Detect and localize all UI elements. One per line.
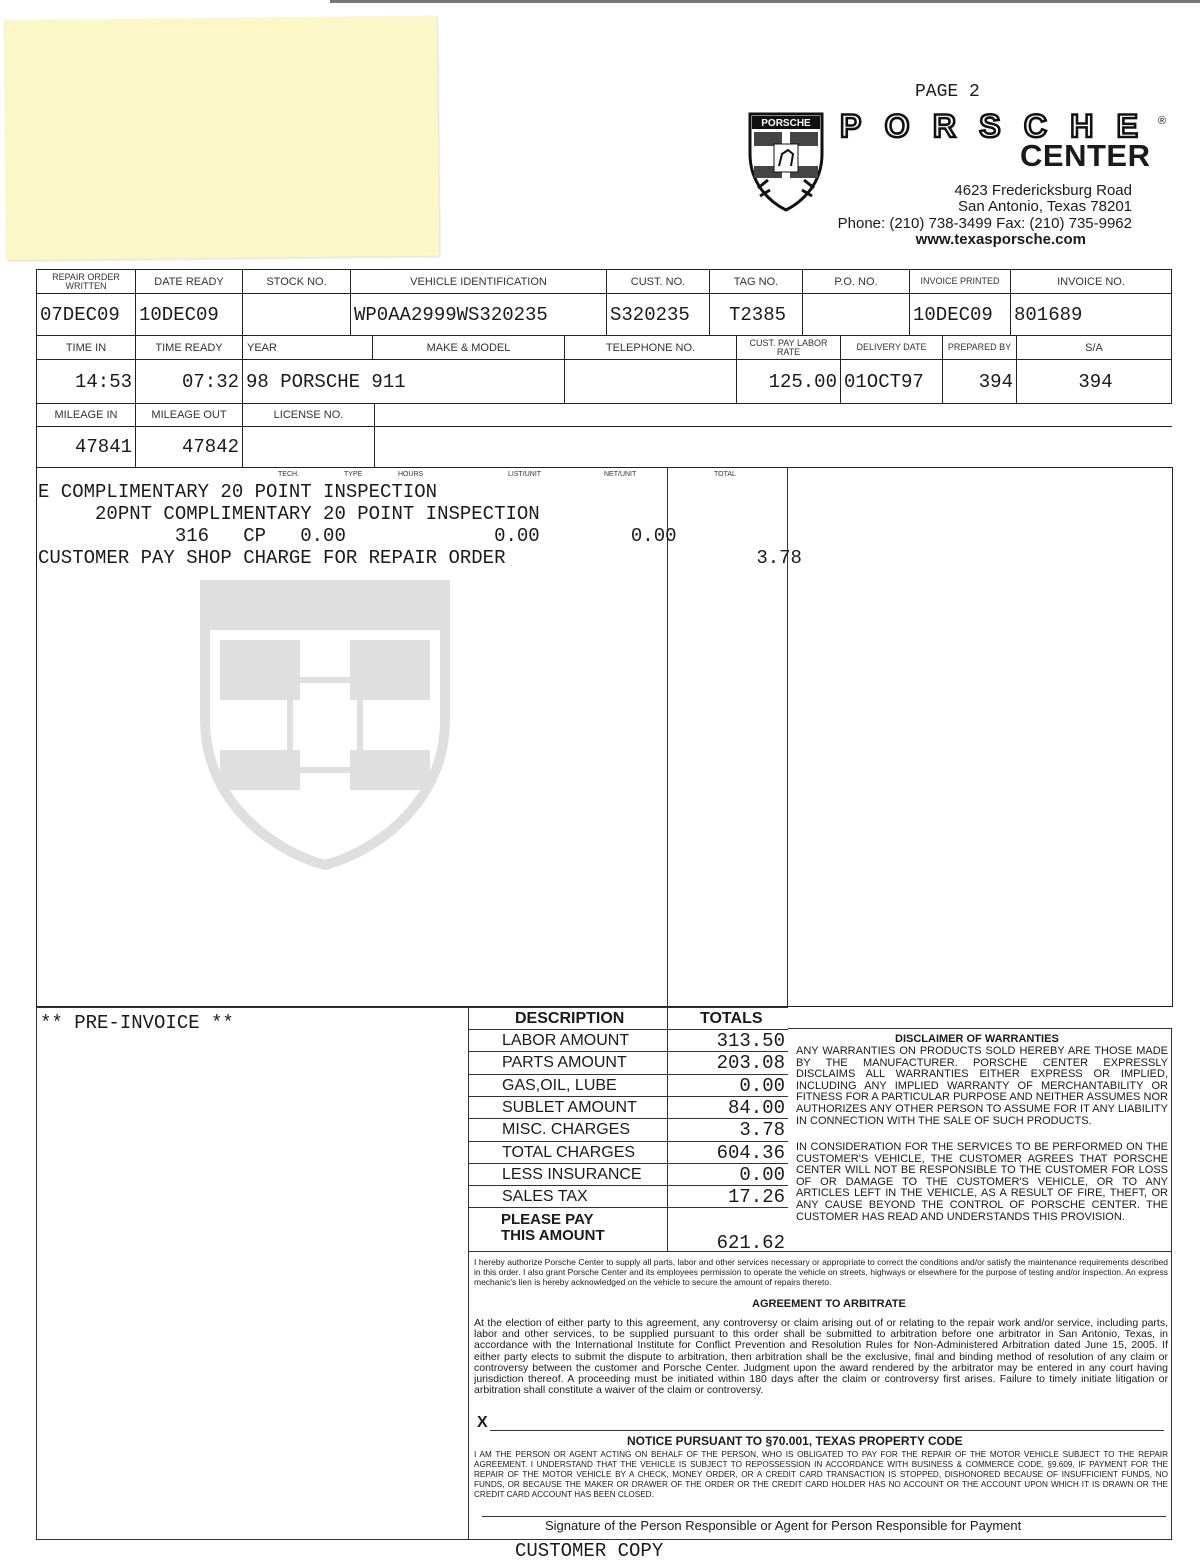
bottom-divider	[36, 1007, 788, 1008]
disclaimer-text-1: ANY WARRANTIES ON PRODUCTS SOLD HEREBY ARE THOSE MADE BY THE MANUFACTURER. PORSCHE CENTER EXPRESSLY DISCLAIMS ALL WARRANTIES EITHER EXPRESS OR IMPLIED, INCLUDING ANY IMPLIED WARRANTY OF MERCHANTABILITY OR FITNESS FOR A PARTICULAR PURPOSE AND NEITHER ASSUMES NOR AUTHORIZES ANY OTHER PERSON TO ASSUME FOR IT ANY LIABILITY IN CONNECTION WITH THE SALE OF SUCH PRODUCTS.	[796, 1045, 1168, 1127]
porsche-crest-logo	[746, 110, 826, 214]
label-delivery-date: DELIVERY DATE	[841, 336, 943, 360]
disclaimer-title: DISCLAIMER OF WARRANTIES	[895, 1033, 1059, 1045]
date-ready: 10DEC09	[136, 294, 243, 336]
pre-invoice-label: ** PRE-INVOICE **	[40, 1012, 234, 1034]
time-ready: 07:32	[136, 360, 243, 404]
totals-row-value: 0.00	[739, 1163, 785, 1186]
right-border	[1171, 1028, 1172, 1539]
disclaimer-text-2: IN CONSIDERATION FOR THE SERVICES TO BE PERFORMED ON THE CUSTOMER'S VEHICLE, THE CUSTOMER AGREES THAT PORSCHE CENTER WILL NOT BE RESPONSIBLE TO THE CUSTOMER FOR LOSS OF OR DAMAGE TO THE CUSTOMER'S VEHICLE, OR TO ANY ARTICLES LEFT IN THE VEHICLE, AS A RESULT OF FIRE, THEFT, OR ANY CAUSE BEYOND THE CONTROL OF PORSCHE CENTER. THE CUSTOMER HAS READ AND UNDERSTANDS THIS PROVISION.	[796, 1141, 1168, 1223]
notice-text: I AM THE PERSON OR AGENT ACTING ON BEHALF OF THE PERSON, WHO IS OBLIGATED TO PAY FOR THE REPAIR OF THE MOTOR VEHICLE SUBJECT TO THE REPAIR AGREEMENT. I UNDERSTAND THAT THE VEHICLE IS SUBJECT TO REPOSSESSION IN ACCORDANCE WITH BUSINESS & COMMERCE CODE, §9.609, IF PAYMENT FOR THE REPAIR OF THE MOTOR VEHICLE BY A CHECK, MONEY ORDER, OR A CREDIT CARD TRANSACTION IS STOPPED, DISHONORED BECAUSE OF INSUFFICIENT FUNDS, NO FUNDS, OR BECAUSE THE MAKER OR DRAWER OF THE ORDER OR THE CREDIT CARD HOLDER HAS NO ACCOUNT OR THE ACCOUNT UPON WHICH IT IS DRAWN OR THE CREDIT CARD ACCOUNT HAS BEEN CLOSED.	[474, 1450, 1168, 1499]
label-telephone-no: TELEPHONE NO.	[565, 336, 737, 360]
totals-row-label: GAS,OIL, LUBE	[502, 1076, 617, 1094]
totals-row-label: PARTS AMOUNT	[502, 1054, 627, 1072]
label-mileage-in: MILEAGE IN	[37, 404, 136, 427]
label-tag-no: TAG NO.	[710, 270, 803, 294]
please-pay-line-1: PLEASE PAY	[501, 1211, 594, 1228]
delivery-date: 01OCT97	[841, 360, 943, 404]
label-date-ready: DATE READY	[136, 270, 243, 294]
tag-no: T2385	[710, 294, 803, 336]
totals-row-label: LABOR AMOUNT	[502, 1032, 630, 1049]
totals-row-value: 17.26	[727, 1186, 785, 1209]
col-tech: TECH.	[278, 471, 299, 478]
please-pay-amount: 621.62	[716, 1232, 785, 1254]
label-sa: S/A	[1017, 336, 1172, 360]
totals-header: TOTALS	[700, 1010, 763, 1027]
label-vehicle-identification: VEHICLE IDENTIFICATION	[351, 270, 607, 294]
label-po-no: P.O. NO.	[803, 270, 910, 294]
left-border	[36, 1007, 37, 1540]
website: www.texasporsche.com	[915, 231, 1086, 248]
label-invoice-printed: INVOICE PRINTED	[910, 270, 1011, 294]
label-time-ready: TIME READY	[136, 336, 243, 360]
label-cust-pay-labor-rate: CUST. PAY LABOR RATE	[737, 336, 841, 360]
totals-row-rule	[468, 1074, 788, 1075]
totals-row-label: SUBLET AMOUNT	[502, 1098, 637, 1116]
porsche-wordmark-logo	[840, 112, 1176, 140]
totals-row-rule	[468, 1118, 788, 1119]
line-item: 316 CP 0.00 0.00 0.00	[38, 525, 677, 547]
col-net-unit: NET/UNIT	[604, 471, 637, 478]
middle-border	[468, 1007, 469, 1540]
mileage-out: 47842	[136, 427, 243, 468]
signature-line-2[interactable]	[482, 1516, 1166, 1517]
totals-row-rule	[468, 1141, 788, 1142]
mileage-in: 47841	[37, 427, 136, 468]
address-line-1: 4623 Fredericksburg Road	[954, 182, 1132, 199]
totals-row-label: LESS INSURANCE	[502, 1165, 642, 1183]
totals-row-rule	[468, 1051, 788, 1052]
service-advisor: 394	[1017, 360, 1172, 404]
cust-pay-labor-rate: 125.00	[737, 360, 841, 404]
totals-row-label: SALES TAX	[502, 1188, 588, 1206]
totals-row-value: 203.08	[716, 1052, 785, 1075]
label-make-model: MAKE & MODEL	[373, 336, 565, 360]
totals-row-value: 313.50	[716, 1030, 785, 1052]
telephone-no	[565, 360, 737, 404]
arbitration-title: AGREEMENT TO ARBITRATE	[752, 1298, 906, 1310]
customer-copy-label: CUSTOMER COPY	[515, 1540, 664, 1562]
license-no	[243, 427, 375, 468]
totals-row-rule	[468, 1096, 788, 1097]
order-info-row-1	[36, 269, 1172, 336]
cust-no: S320235	[607, 294, 710, 336]
totals-row-value: 84.00	[727, 1096, 785, 1119]
order-info-row-3	[36, 403, 1172, 468]
scan-edge-line	[330, 0, 1200, 3]
totals-row-value: 3.78	[739, 1119, 785, 1142]
arbitration-text: At the election of either party to this agreement, any controversy or claim arising out of or relating to the repair work and/or service, including parts, labor and other services, to be supplied pursuant to this order shall be submitted to arbitration before one arbitrator in San Antonio, Texas, in accordance with the International Institute for Conflict Prevention and Resolution Rules for Non-Administered Arbitration dated June 15, 2005. If either party elects to submit the dispute to arbitration, then arbitration shall be the exclusive, final and binding method of resolution of any claim or controversy between the customer and Porsche Center. Judgment upon the award rendered by the arbitrator may be entered in any court having jurisdiction thereof. A proceeding must be initiated within 180 days after the claim or controversy first arises. Failure to timely initiate litigation or arbitration shall constitute a waiver of the claim or controversy.	[474, 1317, 1168, 1397]
col-list-unit: LIST/UNIT	[508, 471, 542, 478]
repair-order-written: 07DEC09	[37, 294, 136, 336]
totals-row-value: 0.00	[739, 1074, 785, 1097]
please-pay-line-2: THIS AMOUNT	[501, 1227, 605, 1244]
label-mileage-out: MILEAGE OUT	[136, 404, 243, 427]
authorization-text: I hereby authorize Porsche Center to supply all parts, labor and other services necessary or appropriate to correct the conditions and/or satisfy the maintenance requirements described in this order. I also grant Porsche Center and its employees permission to operate the vehicle on streets, highways or elsewhere for the purpose of testing and/or inspection. An express mechanic's lien is hereby acknowledged on the vehicle to secure the amount of repairs thereto.	[474, 1257, 1168, 1287]
prepared-by: 394	[943, 360, 1017, 404]
label-repair-order-written: REPAIR ORDER WRITTEN	[37, 270, 136, 294]
time-in: 14:53	[37, 360, 136, 404]
notice-title: NOTICE PURSUANT TO §70.001, TEXAS PROPERTY CODE	[627, 1434, 963, 1448]
col-type: TYPE	[344, 471, 363, 478]
brand-name: PORSCHE	[840, 112, 1140, 140]
phone-fax: Phone: (210) 738-3499 Fax: (210) 735-9962	[837, 215, 1132, 232]
porsche-crest-watermark	[200, 580, 450, 870]
page-number: PAGE 2	[915, 82, 980, 102]
stock-no	[243, 294, 351, 336]
label-cust-no: CUST. NO.	[607, 270, 710, 294]
label-year: YEAR	[243, 336, 373, 360]
totals-row-rule	[468, 1207, 788, 1208]
totals-row-rule	[468, 1185, 788, 1186]
po-no	[803, 294, 910, 336]
invoice-no: 801689	[1011, 294, 1172, 336]
totals-row-label: MISC. CHARGES	[502, 1121, 631, 1139]
please-pay-label	[501, 1212, 605, 1244]
disclaimer-top	[788, 1028, 1172, 1029]
label-stock-no: STOCK NO.	[243, 270, 351, 294]
signature-x: X	[477, 1414, 488, 1431]
vehicle-identification: WP0AA2999WS320235	[351, 294, 607, 336]
totals-row-rule	[468, 1029, 788, 1030]
sticky-note	[4, 16, 439, 261]
line-item: 20PNT COMPLIMENTARY 20 POINT INSPECTION	[38, 503, 540, 525]
totals-row-rule	[468, 1163, 788, 1164]
col-total: TOTAL	[714, 471, 736, 478]
line-item: CUSTOMER PAY SHOP CHARGE FOR REPAIR ORDER 3.78	[38, 547, 802, 569]
totals-bottom	[468, 1251, 1172, 1252]
totals-row-label: TOTAL CHARGES	[502, 1143, 636, 1161]
signature-caption: Signature of the Person Responsible or Agent for Person Responsible for Payment	[545, 1518, 1022, 1533]
brand-center: CENTER	[1020, 138, 1151, 173]
label-license-no: LICENSE NO.	[243, 404, 375, 427]
address-line-2: San Antonio, Texas 78201	[957, 198, 1132, 215]
description-header: DESCRIPTION	[515, 1010, 625, 1027]
col-hours: HOURS	[398, 471, 424, 478]
label-time-in: TIME IN	[37, 336, 136, 360]
label-invoice-no: INVOICE NO.	[1011, 270, 1172, 294]
year-make-model: 98 PORSCHE 911	[243, 360, 565, 404]
bottom-left-border	[36, 1539, 469, 1540]
svg-text:PORSCHE: PORSCHE	[761, 118, 811, 129]
totals-row-value: 604.36	[716, 1141, 785, 1164]
signature-line-1[interactable]	[490, 1430, 1164, 1431]
line-item: E COMPLIMENTARY 20 POINT INSPECTION	[38, 481, 438, 503]
invoice-printed: 10DEC09	[910, 294, 1011, 336]
label-prepared-by: PREPARED BY	[943, 336, 1017, 360]
svg-text:®: ®	[1158, 115, 1167, 127]
order-info-row-2	[36, 335, 1172, 404]
